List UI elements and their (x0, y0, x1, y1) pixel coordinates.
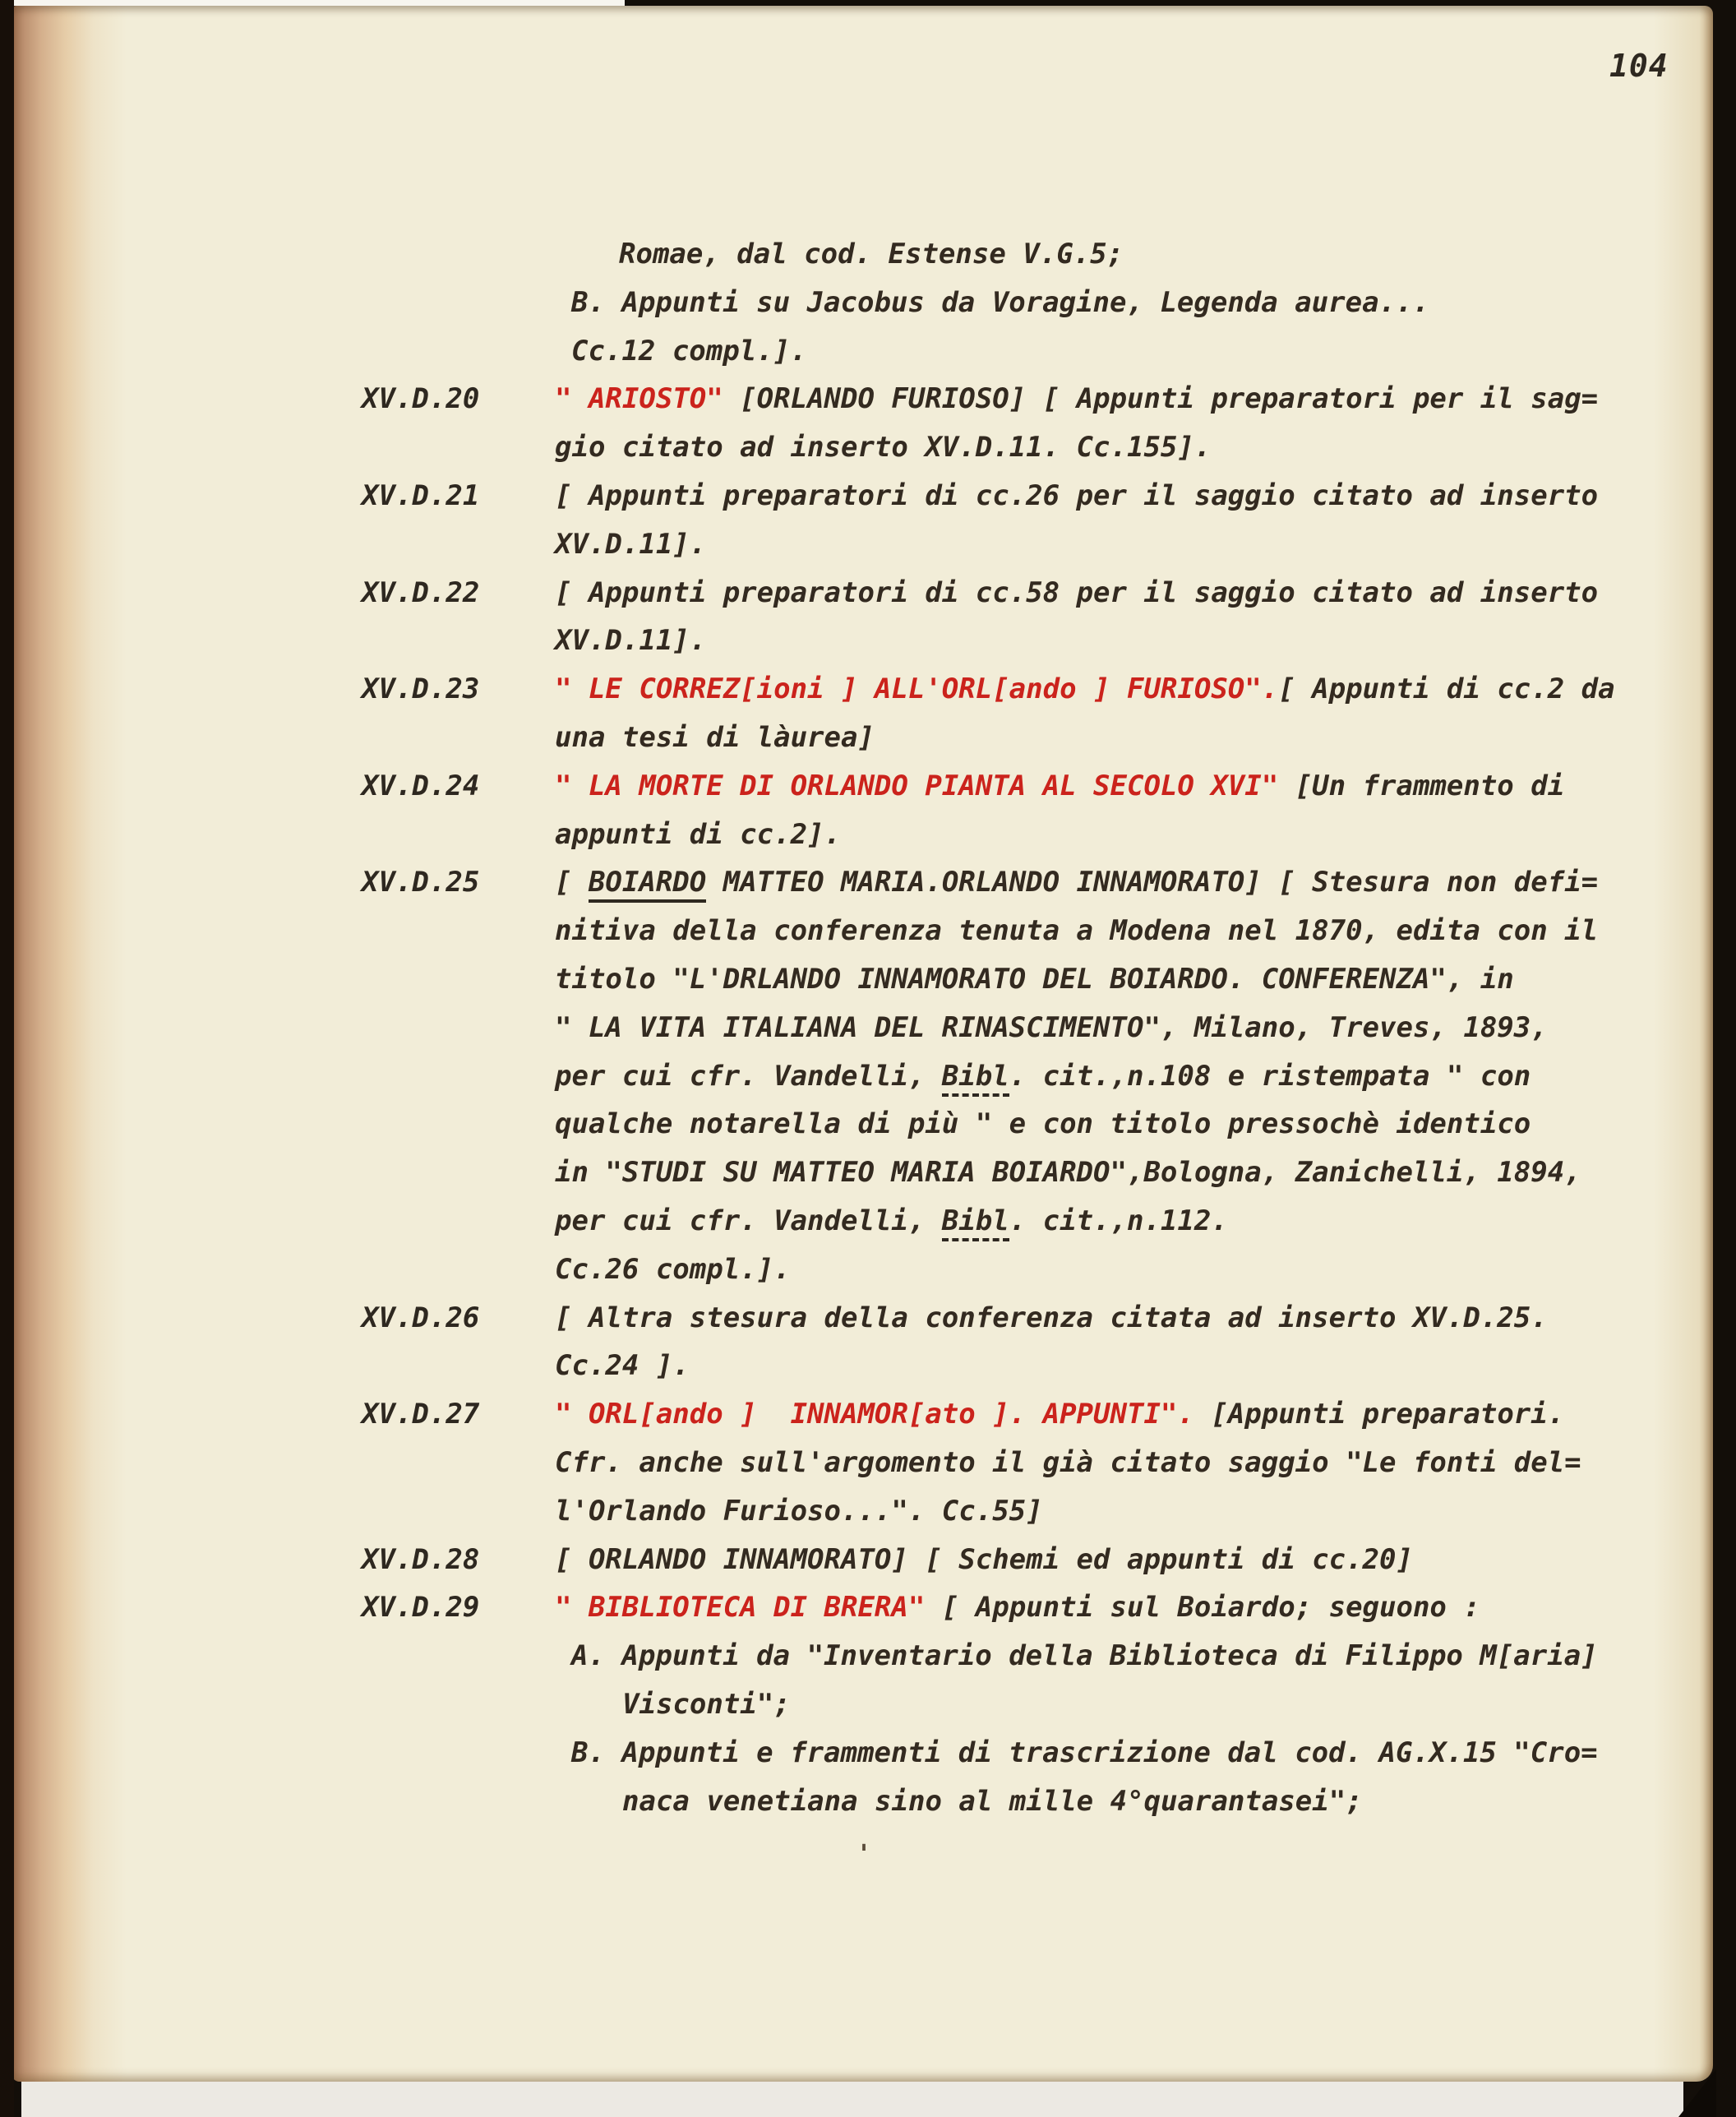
continuation-line (0, 284, 1736, 326)
red-title-segment: " ORL[ando ] INNAMOR[ato ]. APPUNTI". (555, 1398, 1194, 1431)
continuation-line (0, 1010, 1736, 1051)
entry-text (555, 1010, 1548, 1046)
entry-text (555, 1154, 1581, 1190)
entry-text (555, 1300, 1548, 1336)
text-segment: BOIARDO (589, 866, 706, 903)
entry-text (555, 671, 1615, 707)
text-segment: qualche notarella di più " e con titolo pressochè identico (555, 1107, 1531, 1140)
text-segment: titolo "L'DRLANDO INNAMORATO DEL BOIARDO. CONFERENZA", in (555, 963, 1514, 996)
text-segment: [ ORLANDO INNAMORATO] [ Schemi ed appunti di cc.20] (555, 1543, 1413, 1576)
text-segment: una tesi di làurea] (555, 721, 875, 754)
entry-line (0, 671, 1736, 712)
continuation-line (0, 1347, 1736, 1389)
entry-text (555, 913, 1598, 949)
entry-text (555, 1542, 1413, 1578)
text-segment: Cc.26 compl.]. (555, 1253, 791, 1286)
entry-line (0, 478, 1736, 519)
continuation-line (0, 1493, 1736, 1534)
entry-text (555, 478, 1598, 514)
continuation-line (0, 333, 1736, 374)
text-segment: Bibl (942, 1060, 1009, 1097)
text-segment: per cui cfr. Vandelli, (555, 1060, 942, 1093)
entry-text (619, 236, 1124, 272)
entry-line (0, 1300, 1736, 1341)
entry-text (555, 1444, 1581, 1481)
continuation-line (0, 1154, 1736, 1195)
continuation-line (0, 526, 1736, 567)
entry-line (0, 1589, 1736, 1630)
entry-text (571, 1735, 1598, 1771)
continuation-line (0, 961, 1736, 1002)
text-segment: XV.D.11]. (555, 528, 707, 561)
entry-label: XV.D.23 (362, 673, 480, 705)
continuation-line (0, 1203, 1736, 1244)
text-segment: Visconti"; (622, 1688, 791, 1721)
entry-text (555, 961, 1514, 997)
text-segment: [ORLANDO FURIOSO] [ Appunti preparatori per il sag= (723, 382, 1599, 415)
text-segment: B. Appunti su Jacobus da Voragine, Legenda aurea... (571, 286, 1429, 319)
entry-text (555, 1058, 1531, 1094)
entry-label: XV.D.21 (362, 479, 480, 512)
entry-text (555, 526, 706, 562)
text-segment: gio citato ad inserto XV.D.11. Cc.155]. (555, 431, 1212, 464)
entry-label: XV.D.25 (362, 866, 480, 899)
entry-text (555, 1589, 1480, 1625)
entry-line (0, 768, 1736, 809)
entry-text (622, 1783, 1363, 1819)
entry-line (0, 864, 1736, 905)
red-title-segment: " LA MORTE DI ORLANDO PIANTA AL SECOLO XVI" (555, 770, 1279, 802)
entry-line (0, 1396, 1736, 1437)
entry-label: XV.D.24 (362, 770, 480, 802)
continuation-line (0, 1251, 1736, 1292)
entry-text (555, 768, 1564, 804)
text-segment: per cui cfr. Vandelli, (555, 1204, 942, 1237)
continuation-line (0, 1735, 1736, 1776)
continuation-line (0, 719, 1736, 760)
page-number: 104 (1609, 48, 1669, 84)
text-segment: [ Altra stesura della conferenza citata ad inserto XV.D.25. (555, 1301, 1548, 1334)
entry-label: XV.D.29 (362, 1591, 480, 1624)
text-segment: [Un frammento di (1278, 770, 1565, 802)
text-segment: . cit.,n.112. (1009, 1204, 1228, 1237)
continuation-line (0, 236, 1736, 277)
red-title-segment: " ARIOSTO" (555, 382, 723, 415)
text-segment: [ (555, 866, 589, 899)
entry-text (571, 284, 1429, 321)
text-segment: nitiva della conferenza tenuta a Modena nel 1870, edita con il (555, 914, 1599, 947)
continuation-line (0, 1783, 1736, 1824)
text-segment: l'Orlando Furioso...". Cc.55] (555, 1495, 1043, 1528)
entry-label: XV.D.27 (362, 1398, 480, 1431)
text-segment: appunti di cc.2]. (555, 818, 841, 851)
entry-text (555, 429, 1211, 465)
continuation-line (0, 1058, 1736, 1099)
continuation-line (0, 913, 1736, 954)
text-segment: [ Appunti di cc.2 da (1278, 673, 1615, 705)
entry-text (555, 1396, 1564, 1432)
entry-label: XV.D.26 (362, 1301, 480, 1334)
entry-line (0, 575, 1736, 616)
continuation-line (0, 816, 1736, 857)
entry-line (0, 1542, 1736, 1583)
text-segment: " LA VITA ITALIANA DEL RINASCIMENTO", Milano, Treves, 1893, (555, 1011, 1548, 1044)
entry-text (571, 1638, 1598, 1674)
entry-text (555, 1106, 1531, 1142)
text-segment: in "STUDI SU MATTEO MARIA BOIARDO",Bologna, Zanichelli, 1894, (555, 1156, 1581, 1189)
text-segment: Cc.12 compl.]. (571, 335, 807, 367)
entry-label: XV.D.28 (362, 1543, 480, 1576)
entry-text (555, 864, 1598, 900)
text-segment: Cfr. anche sull'argomento il già citato saggio "Le fonti del= (555, 1446, 1581, 1479)
text-segment: Romae, dal cod. Estense V.G.5; (619, 238, 1124, 270)
stray-ink-mark: ' (856, 1840, 872, 1869)
entry-text (555, 381, 1598, 417)
continuation-line (0, 1444, 1736, 1486)
text-segment: naca venetiana sino al mille 4°quarantasei"; (622, 1785, 1363, 1818)
entry-text (555, 1493, 1043, 1529)
entry-text (555, 1203, 1228, 1239)
text-segment: MATTEO MARIA.ORLANDO INNAMORATO] [ Stesura non defi= (706, 866, 1599, 899)
entry-text (555, 719, 875, 756)
text-segment: XV.D.11]. (555, 624, 707, 657)
text-segment: A. Appunti da "Inventario della Biblioteca di Filippo M[aria] (571, 1639, 1598, 1672)
text-segment: [ Appunti preparatori di cc.26 per il saggio citato ad inserto (555, 479, 1599, 512)
text-segment: B. Appunti e frammenti di trascrizione dal cod. AG.X.15 "Cro= (571, 1736, 1598, 1769)
text-segment: [ Appunti sul Boiardo; seguono : (925, 1591, 1480, 1624)
red-title-segment: " BIBLIOTECA DI BRERA" (555, 1591, 926, 1624)
entry-label: XV.D.22 (362, 576, 480, 609)
continuation-line (0, 622, 1736, 663)
continuation-line (0, 1638, 1736, 1679)
entry-text (622, 1686, 791, 1722)
text-segment: Cc.24 ]. (555, 1349, 690, 1382)
continuation-line (0, 1686, 1736, 1727)
entry-line (0, 381, 1736, 422)
entry-text (555, 1347, 690, 1384)
red-title-segment: " LE CORREZ[ioni ] ALL'ORL[ando ] FURIOSO". (555, 673, 1279, 705)
entry-text (555, 1251, 791, 1287)
continuation-line (0, 1106, 1736, 1147)
entry-text (555, 622, 706, 659)
text-segment: [Appunti preparatori. (1194, 1398, 1565, 1431)
continuation-line (0, 429, 1736, 470)
entry-label: XV.D.20 (362, 382, 480, 415)
entry-text (555, 816, 841, 853)
text-segment: [ Appunti preparatori di cc.58 per il saggio citato ad inserto (555, 576, 1599, 609)
text-segment: Bibl (942, 1204, 1009, 1241)
entry-text (571, 333, 807, 369)
entry-text (555, 575, 1598, 611)
text-segment: . cit.,n.108 e ristempata " con (1009, 1060, 1531, 1093)
